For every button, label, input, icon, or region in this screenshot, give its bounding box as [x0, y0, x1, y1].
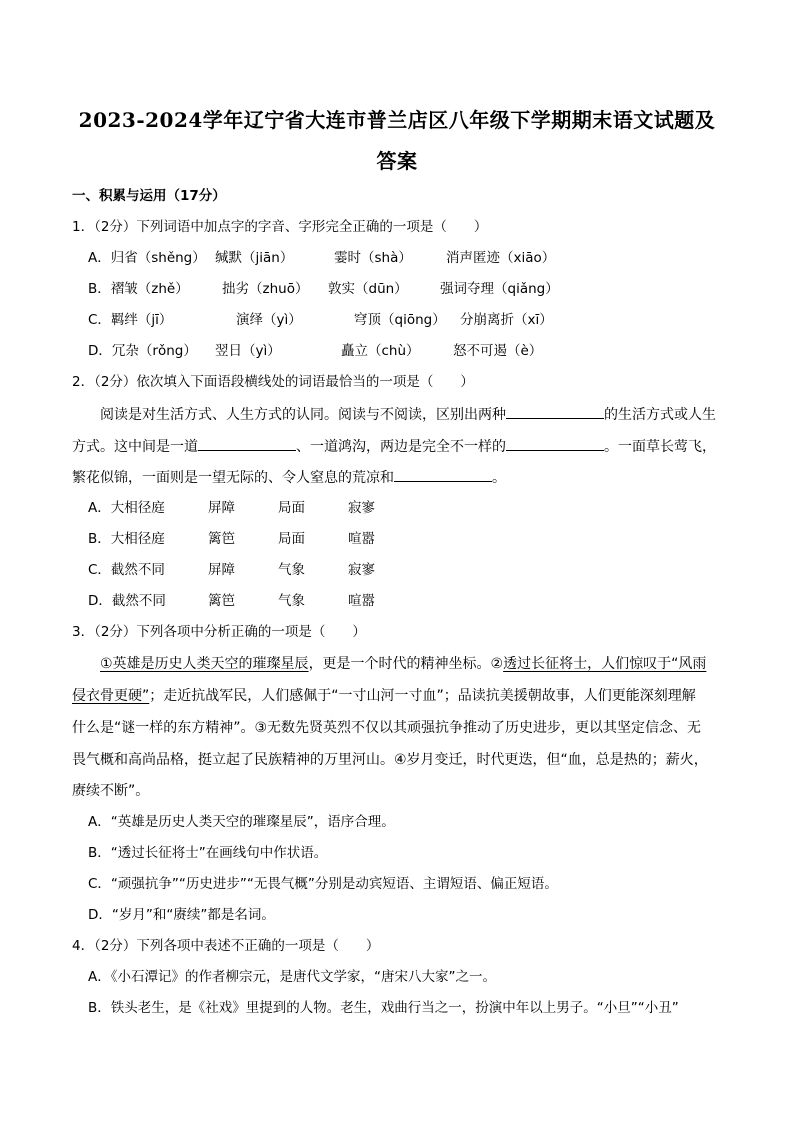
q4-option-a: A．《小石潭记》的作者柳宗元，是唐代文学家，“唐宋八大家”之一。 — [88, 969, 496, 985]
option-label: B．褶皱（zhě） — [88, 281, 189, 297]
q3-passage-line3: 什么是“谜一样的东方精神”。③无数先贤英烈不仅以其顽强抗争推动了历史进步，更以其坚定信念、无 — [72, 720, 702, 736]
option-label: A．大相径庭 — [88, 500, 165, 516]
q3-passage-line4: 畏气概和高尚品格，挺立起了民族精神的万里河山。④岁月变迁，时代更迭，但“血，总是热的；薪火， — [72, 752, 708, 768]
option-item: 寂寥 — [348, 500, 375, 516]
option-item: 翌日（yì） — [215, 343, 281, 359]
q1-stem: 1．（2分）下列词语中加点字的字音、字形完全正确的一项是（ ） — [72, 219, 488, 235]
q3-option-c: C．“顽强抗争”“历史进步”“无畏气概”分别是动宾短语、主谓短语、偏正短语。 — [88, 876, 558, 892]
fill-blank[interactable] — [394, 467, 492, 482]
option-item: 屏障 — [208, 562, 235, 578]
option-item: 喧嚣 — [348, 593, 375, 609]
option-item: 局面 — [278, 531, 305, 547]
q3-passage-line2 — [72, 686, 696, 706]
q2-passage-line2 — [72, 436, 716, 457]
option-item: 矗立（chù） — [341, 343, 420, 359]
passage-text: ；走近抗战军民，人们感佩于“一寸山河一寸血”；品读抗美援朝故事，人们更能深刻理解 — [149, 688, 696, 704]
option-item: 演绎（yì） — [236, 312, 302, 328]
fill-blank[interactable] — [198, 436, 296, 451]
q2-stem: 2．（2分）依次填入下面语段横线处的词语最恰当的一项是（ ） — [72, 374, 474, 390]
option-label: C．羁绊（jī） — [88, 312, 173, 328]
document-title-line2: 答案 — [376, 149, 418, 173]
document-title-line1: 2023-2024学年辽宁省大连市普兰店区八年级下学期期末语文试题及 — [78, 108, 716, 132]
q4-stem: 4．（2分）下列各项中表述不正确的一项是（ ） — [72, 938, 380, 954]
passage-text: ，更是一个时代的精神坐标。② — [308, 656, 504, 672]
option-item: 气象 — [278, 593, 305, 609]
option-item: 穹顶（qiōng） — [354, 312, 446, 328]
option-item: 拙劣（zhuō） — [222, 281, 309, 297]
underlined-sentence: 透过长征将士，人们惊叹于“风雨 — [503, 656, 707, 672]
option-item: 缄默（jiān） — [215, 250, 294, 266]
option-item: 消声匿迹（xiāo） — [446, 250, 556, 266]
q3-stem: 3．（2分）下列各项中分析正确的一项是（ ） — [72, 624, 366, 640]
option-item: 屏障 — [208, 500, 235, 516]
passage-text: 的生活方式或人生 — [604, 407, 716, 423]
option-item: 寂寥 — [348, 562, 375, 578]
q3-passage-line5: 赓续不断”。 — [72, 783, 150, 799]
option-item: 喧嚣 — [348, 531, 375, 547]
option-label: B．大相径庭 — [88, 531, 165, 547]
option-label: D．冗杂（rǒng） — [88, 343, 197, 359]
section-heading: 一、积累与运用（17分） — [72, 188, 226, 204]
q4-option-b: B．铁头老生，是《社戏》里提到的人物。老生，戏曲行当之一，扮演中年以上男子。“小旦”“小丑” — [88, 1000, 679, 1016]
passage-text: 繁花似锦，一面则是一望无际的、令人窒息的荒凉和 — [72, 470, 394, 486]
option-item: 气象 — [278, 562, 305, 578]
option-item: 霎时（shà） — [334, 250, 412, 266]
option-label: C．截然不同 — [88, 562, 165, 578]
option-item: 怒不可遏（è） — [453, 343, 543, 359]
fill-blank[interactable] — [506, 436, 604, 451]
option-item: 分崩离折（xī） — [460, 312, 553, 328]
option-item: 局面 — [278, 500, 305, 516]
passage-text: 方式。这中间是一道 — [72, 439, 198, 455]
option-item: 强词夺理（qiǎng） — [440, 281, 559, 297]
underlined-sentence: ①英雄是历史人类天空的璀璨星辰 — [100, 656, 309, 672]
fill-blank[interactable] — [506, 404, 604, 419]
q3-option-a: A．“英雄是历史人类天空的璀璨星辰”，语序合理。 — [88, 814, 395, 830]
option-item: 敦实（dūn） — [328, 281, 408, 297]
option-item: 篱笆 — [208, 531, 235, 547]
passage-text: 。一面草长莺飞， — [604, 439, 716, 455]
option-item: 篱笆 — [208, 593, 235, 609]
q3-passage-line1 — [100, 654, 706, 674]
q3-option-b: B．“透过长征将士”在画线句中作状语。 — [88, 845, 328, 861]
passage-text: 、一道鸿沟，两边是完全不一样的 — [296, 439, 506, 455]
underlined-sentence: 侵衣骨更硬” — [72, 688, 150, 704]
option-label: A．归省（shěng） — [88, 250, 206, 266]
q2-passage-line3 — [72, 467, 506, 488]
passage-text: 阅读是对生活方式、人生方式的认同。阅读与不阅读，区别出两种 — [100, 407, 506, 423]
q3-option-d: D．“岁月”和“赓续”都是名词。 — [88, 907, 275, 923]
passage-text: 。 — [492, 470, 506, 486]
q2-passage-line1 — [100, 404, 716, 425]
option-label: D．截然不同 — [88, 593, 166, 609]
